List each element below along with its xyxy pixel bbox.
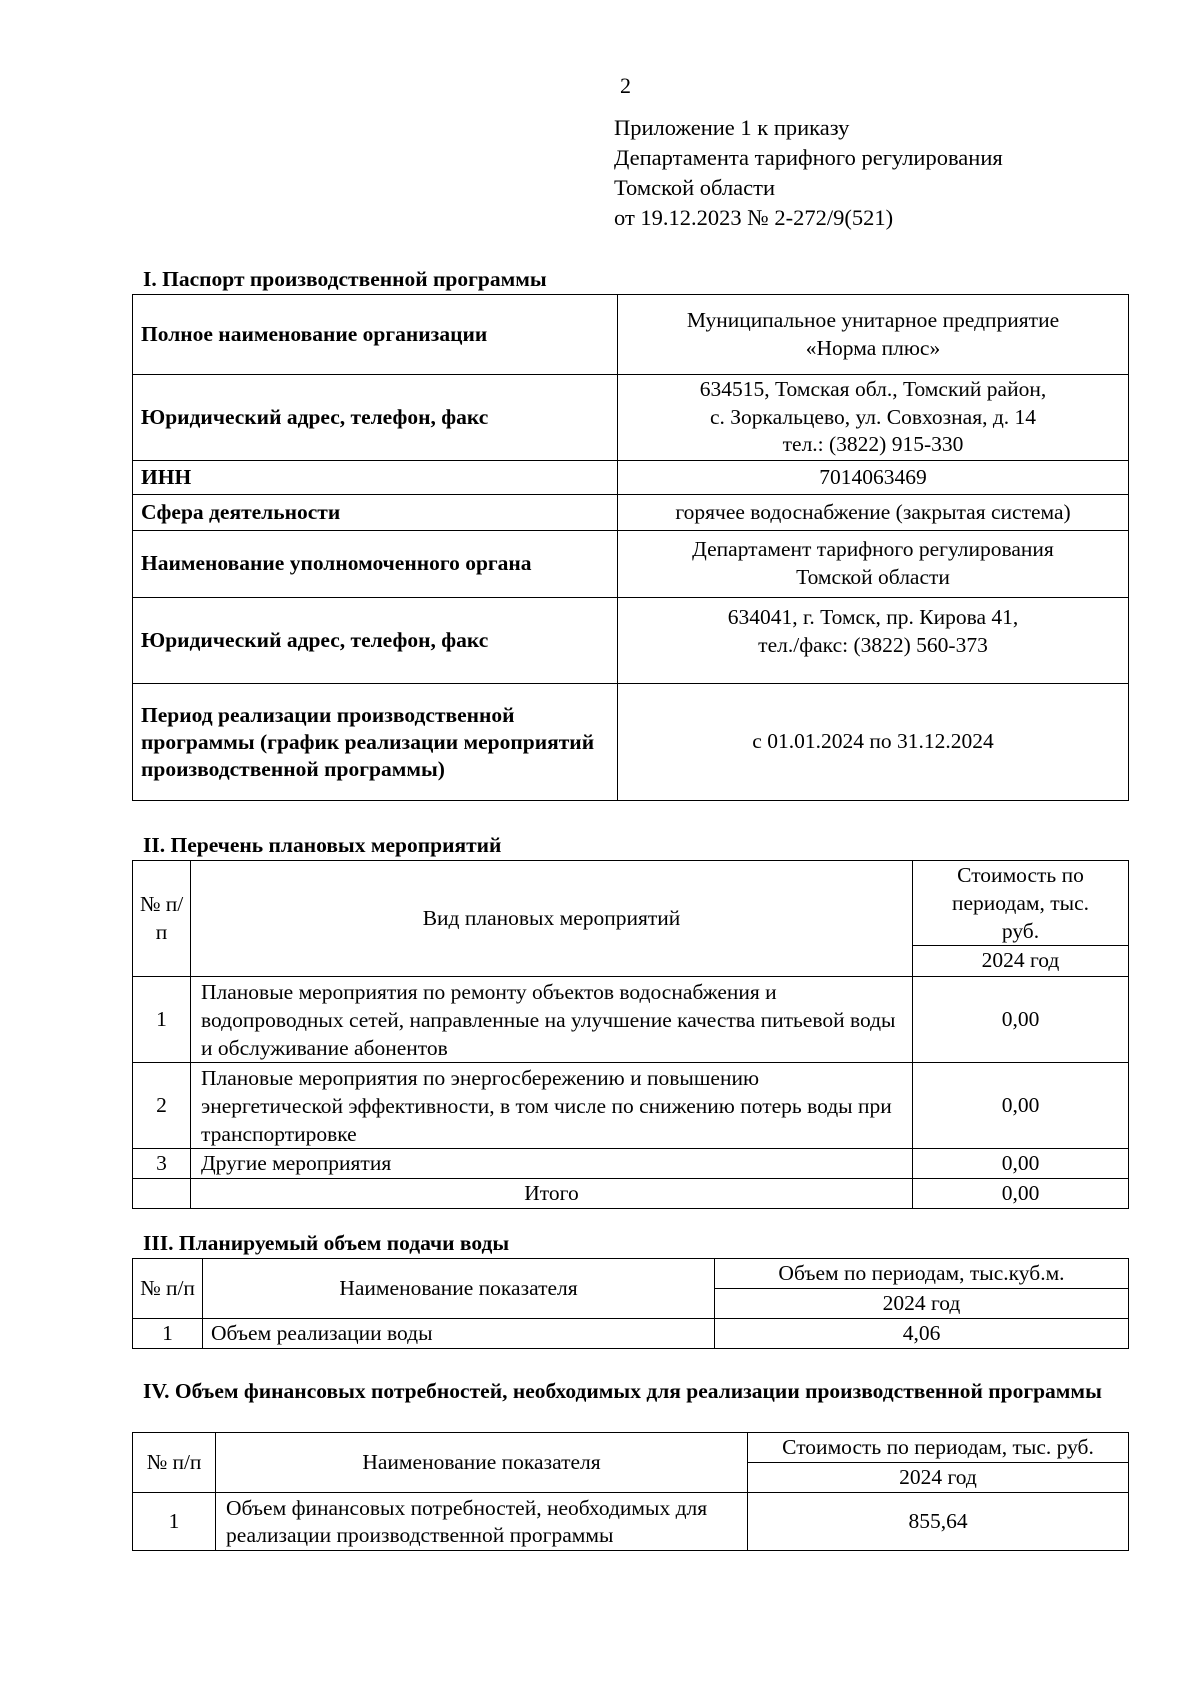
- total-label: Итого: [191, 1179, 913, 1209]
- passport-value: Муниципальное унитарное предприятие «Норма плюс»: [618, 295, 1129, 375]
- row-num: 2: [133, 1063, 191, 1149]
- passport-value: Департамент тарифного регулирования Томской области: [618, 531, 1129, 598]
- table-row: [133, 461, 1129, 495]
- passport-value: 7014063469: [618, 461, 1129, 495]
- appendix-header: [614, 113, 1003, 233]
- row-name: Объем финансовых потребностей, необходимых для реализации производственной программы: [216, 1493, 748, 1551]
- row-cost: 0,00: [913, 977, 1129, 1063]
- passport-table: [132, 294, 1129, 801]
- passport-label: ИНН: [133, 461, 618, 495]
- appendix-line: Департамента тарифного регулирования: [614, 145, 1003, 170]
- passport-label: Сфера деятельности: [133, 495, 618, 531]
- passport-label: Наименование уполномоченного органа: [133, 531, 618, 598]
- table-row: [133, 1433, 1129, 1463]
- passport-label: Юридический адрес, телефон, факс: [133, 375, 618, 461]
- table-row: [133, 598, 1129, 684]
- col-cost-header: Стоимость по периодам, тыс. руб.: [748, 1433, 1129, 1463]
- table-row: [133, 977, 1129, 1063]
- table-row: [133, 861, 1129, 946]
- row-name: Плановые мероприятия по ремонту объектов водоснабжения и водопроводных сетей, направленные на улучшение качества питьевой воды и обслуживание абонентов: [191, 977, 913, 1063]
- table-row: [133, 495, 1129, 531]
- measures-table: [132, 860, 1129, 1209]
- col-num-header: № п/п: [133, 1259, 203, 1319]
- section3-title: III. Планируемый объем подачи воды: [143, 1231, 510, 1255]
- col-name-header: Наименование показателя: [203, 1259, 715, 1319]
- row-value: 855,64: [748, 1493, 1129, 1551]
- row-num: 3: [133, 1149, 191, 1179]
- appendix-line: от 19.12.2023 № 2-272/9(521): [614, 205, 894, 230]
- appendix-line: Томской области: [614, 175, 776, 200]
- col-cost-header: Стоимость по периодам, тыс. руб.: [913, 861, 1129, 946]
- section4-title: IV. Объем финансовых потребностей, необходимых для реализации производственной программы: [143, 1379, 1102, 1403]
- empty-cell: [133, 1179, 191, 1209]
- table-row: [133, 1493, 1129, 1551]
- col-name-header: Вид плановых мероприятий: [191, 861, 913, 977]
- col-num-header: № п/п: [133, 861, 191, 977]
- table-row: [133, 375, 1129, 461]
- table-row: [133, 1149, 1129, 1179]
- passport-value: 634515, Томская обл., Томский район, с. Зоркальцево, ул. Совхозная, д. 14 тел.: (3822) 915-330: [618, 375, 1129, 461]
- row-name: Плановые мероприятия по энергосбережению и повышению энергетической эффективности, в том числе по снижению потерь воды при транспортировке: [191, 1063, 913, 1149]
- page-number: 2: [620, 73, 631, 98]
- passport-label: Юридический адрес, телефон, факс: [133, 598, 618, 684]
- row-name: Другие мероприятия: [191, 1149, 913, 1179]
- row-cost: 0,00: [913, 1149, 1129, 1179]
- col-year-header: 2024 год: [715, 1289, 1129, 1319]
- passport-label: Период реализации производственной программы (график реализации мероприятий производственной программы): [133, 684, 618, 801]
- row-num: 1: [133, 1319, 203, 1349]
- water-volume-table: [132, 1258, 1129, 1349]
- passport-label: Полное наименование организации: [133, 295, 618, 375]
- table-row: [133, 295, 1129, 375]
- financial-table: [132, 1432, 1129, 1551]
- section1-title: I. Паспорт производственной программы: [143, 267, 547, 291]
- col-num-header: № п/п: [133, 1433, 216, 1493]
- passport-value: 634041, г. Томск, пр. Кирова 41, тел./факс: (3822) 560-373: [618, 598, 1129, 684]
- col-year-header: 2024 год: [748, 1463, 1129, 1493]
- row-name: Объем реализации воды: [203, 1319, 715, 1349]
- table-row: [133, 684, 1129, 801]
- passport-value: с 01.01.2024 по 31.12.2024: [618, 684, 1129, 801]
- row-num: 1: [133, 977, 191, 1063]
- row-num: 1: [133, 1493, 216, 1551]
- row-cost: 0,00: [913, 1063, 1129, 1149]
- col-year-header: 2024 год: [913, 946, 1129, 977]
- table-row: [133, 531, 1129, 598]
- table-row: [133, 1179, 1129, 1209]
- appendix-line: Приложение 1 к приказу: [614, 115, 850, 140]
- col-name-header: Наименование показателя: [216, 1433, 748, 1493]
- passport-value: горячее водоснабжение (закрытая система): [618, 495, 1129, 531]
- total-cost: 0,00: [913, 1179, 1129, 1209]
- section2-title: II. Перечень плановых мероприятий: [143, 833, 502, 857]
- col-volume-header: Объем по периодам, тыс.куб.м.: [715, 1259, 1129, 1289]
- table-row: [133, 1063, 1129, 1149]
- row-value: 4,06: [715, 1319, 1129, 1349]
- table-row: [133, 1259, 1129, 1289]
- table-row: [133, 1319, 1129, 1349]
